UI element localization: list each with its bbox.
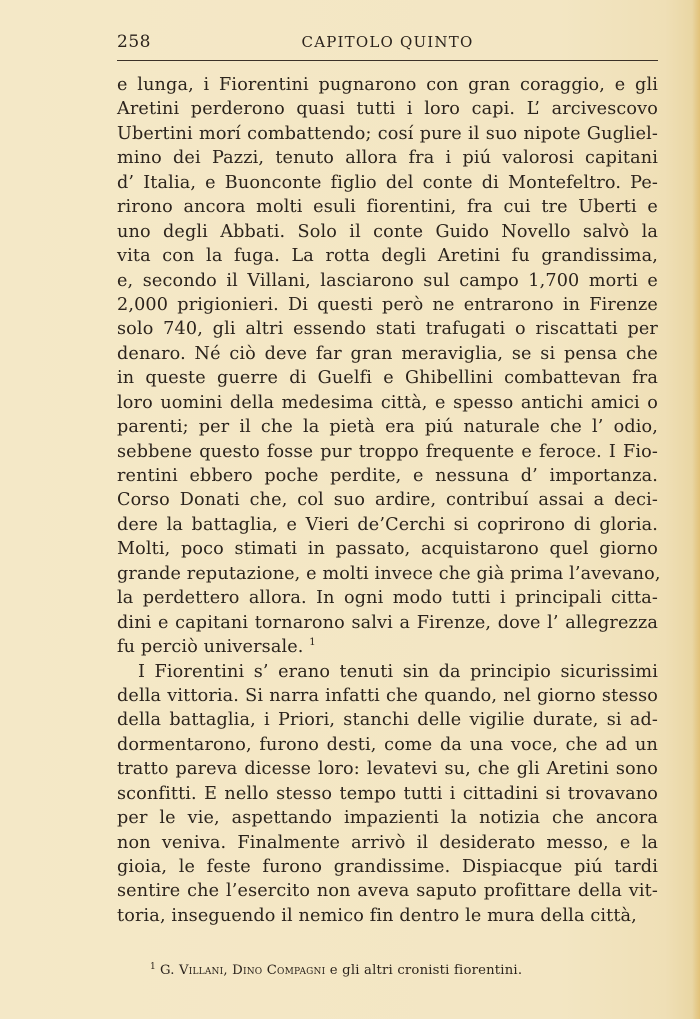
footnote-text-end: e gli altri cronisti fiorentini. <box>325 963 523 978</box>
text-line <box>117 317 658 341</box>
text-line-content: loro uomini della medesima città, e spesso antichi amici o <box>117 392 658 413</box>
text-line <box>117 73 658 97</box>
text-line-content: e lunga, i Fiorentini pugnarono con gran coraggio, e gli <box>117 75 658 95</box>
text-line-content: Corso Donati che, col suo ardire, contribuí assai a deci- <box>117 490 658 511</box>
text-line <box>117 855 658 879</box>
text-line-content: sentire che l’esercito non aveva saputo profittare della vit- <box>117 881 658 902</box>
text-line-content: non veniva. Finalmente arrivò il desiderato messo, e la <box>117 832 658 853</box>
text-line-content: fu perciò universale. <box>117 637 304 658</box>
footnote-reference[interactable]: 1 <box>309 637 316 649</box>
text-line <box>117 611 658 635</box>
text-line <box>117 831 658 855</box>
text-line <box>117 660 658 684</box>
text-line <box>117 293 658 317</box>
running-head: CAPITOLO QUINTO <box>301 33 474 51</box>
text-line <box>117 146 658 170</box>
text-line <box>117 440 658 464</box>
text-line-content: dere la battaglia, e Vieri de’Cerchi si coprirono di gloria. <box>117 514 658 535</box>
header-rule <box>117 60 658 61</box>
text-line <box>117 391 658 415</box>
text-line-content: rirono ancora molti esuli fiorentini, fra cui tre Uberti e <box>117 197 658 218</box>
text-line-content: vita con la fuga. La rotta degli Aretini fu grandissima, <box>117 246 658 267</box>
footnote-number: 1 <box>150 962 156 972</box>
text-line <box>117 366 658 390</box>
text-line-content: parenti; per il che la pietà era piú naturale che l’ odio, <box>117 417 658 438</box>
text-line-content: la perdettero allora. In ogni modo tutti i principali citta- <box>117 588 658 609</box>
text-line-content: toria, inseguendo il nemico fin dentro le mura della città, <box>117 905 637 926</box>
text-line <box>117 684 658 708</box>
text-line-content: sebbene questo fosse pur troppo frequente e feroce. I Fio- <box>117 441 658 462</box>
text-line-content: sconfitti. E nello stesso tempo tutti i cittadini si trovavano <box>117 783 658 804</box>
text-line <box>117 806 658 830</box>
text-line <box>117 269 658 293</box>
text-line-content: mino dei Pazzi, tenuto allora fra i piú valorosi capitani <box>117 148 658 169</box>
text-line-content: dormentarono, furono desti, come da una voce, che ad un <box>117 734 658 755</box>
footnote-author-villani: Villani <box>179 963 224 978</box>
text-line <box>117 904 658 928</box>
text-line <box>117 635 658 659</box>
text-line-content: uno degli Abbati. Solo il conte Guido Novello salvò la <box>117 221 658 242</box>
text-line <box>117 97 658 121</box>
text-line <box>117 220 658 244</box>
text-line-content: 2,000 prigionieri. Di questi però ne entrarono in Firenze <box>117 294 658 315</box>
page-header <box>117 32 658 60</box>
page-number: 258 <box>117 32 151 52</box>
text-line <box>117 464 658 488</box>
text-line <box>117 415 658 439</box>
text-line-content: grande reputazione, e molti invece che già prima l’avevano, <box>117 563 661 584</box>
text-line-content: gioia, le feste furono grandissime. Dispiacque piú tardi <box>117 857 658 877</box>
text-line-content: in queste guerre di Guelfi e Ghibellini combattevan fra <box>117 368 658 389</box>
text-line-content: della vittoria. Si narra infatti che quando, nel giorno stesso <box>117 685 658 706</box>
text-line <box>117 171 658 195</box>
text-line <box>117 244 658 268</box>
text-line <box>117 586 658 610</box>
text-line <box>117 562 661 586</box>
text-line-content: rentini ebbero poche perdite, e nessuna d’ importanza. <box>117 466 658 486</box>
text-line <box>117 708 658 732</box>
text-line-content: e, secondo il Villani, lasciarono sul campo 1,700 morti e <box>117 270 658 291</box>
text-line-content: I Fiorentini s’ erano tenuti sin da principio sicurissimi <box>138 661 658 682</box>
text-line <box>117 757 658 781</box>
text-line-content: Aretini perderono quasi tutti i loro capi. L’ arcivescovo <box>117 99 658 120</box>
footnote-separator: , <box>223 963 233 978</box>
text-line-content: Ubertini morí combattendo; cosí pure il suo nipote Gugliel- <box>117 123 658 144</box>
text-line <box>117 537 658 561</box>
footnote-text-start: G. <box>159 963 179 978</box>
text-line-content: d’ Italia, e Buonconte figlio del conte di Montefeltro. Pe- <box>117 172 658 193</box>
text-line <box>117 195 658 219</box>
text-line-content: denaro. Né ciò deve far gran meraviglia, se si pensa che <box>117 343 658 364</box>
footnote-author-compagni: Dino Compagni <box>232 963 326 978</box>
text-line <box>117 342 658 366</box>
text-line-content: della battaglia, i Priori, stanchi delle vigilie durate, si ad- <box>117 710 658 731</box>
text-line <box>117 879 658 903</box>
page-edge-shadow <box>692 0 700 1019</box>
text-line-content: dini e capitani tornarono salvi a Firenze, dove l’ allegrezza <box>117 612 658 633</box>
text-line <box>117 488 658 512</box>
text-line-content: solo 740, gli altri essendo stati trafugati o riscattati per <box>117 319 658 340</box>
text-line-content: tratto pareva dicesse loro: levatevi su, che gli Aretini sono <box>117 759 658 780</box>
text-line <box>117 733 658 757</box>
text-line <box>117 513 658 537</box>
text-line-content: Molti, poco stimati in passato, acquistarono quel giorno <box>117 539 658 560</box>
text-line-content: per le vie, aspettando impazienti la notizia che ancora <box>117 808 658 829</box>
text-line <box>117 782 658 806</box>
footnote <box>150 962 522 978</box>
text-line <box>117 122 658 146</box>
body-text <box>117 73 661 928</box>
